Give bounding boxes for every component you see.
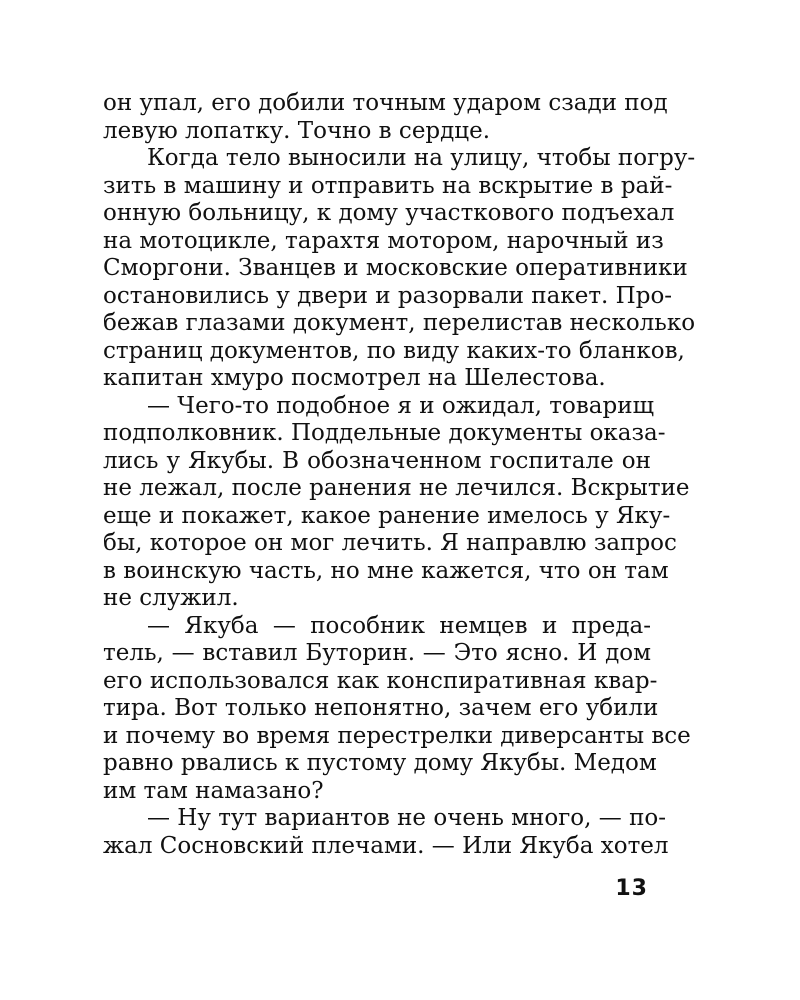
page-number: 13 bbox=[615, 876, 648, 901]
text-line: — Якуба — пособник немцев и преда- bbox=[147, 612, 651, 639]
text-line: тира. Вот только непонятно, зачем его убили bbox=[103, 695, 659, 721]
text-line: зить в машину и отправить на вскрытие в рай- bbox=[103, 172, 673, 199]
text-line: тель, — вставил Буторин. — Это ясно. И дом bbox=[103, 640, 651, 666]
text-line: остановились у двери и разорвали пакет. Про- bbox=[103, 282, 673, 309]
text-line: не лежал, после ранения не лечился. Вскрытие bbox=[103, 475, 690, 501]
text-line: бы, которое он мог лечить. Я направлю запрос bbox=[103, 530, 677, 556]
text-line: онную больницу, к дому участкового подъехал bbox=[103, 200, 675, 226]
text-line: его использовался как конспиративная квар- bbox=[103, 667, 658, 694]
text-line: жал Сосновский плечами. — Или Якуба хотел bbox=[103, 832, 669, 859]
text-line: бежав глазами документ, перелистав несколько bbox=[103, 310, 696, 336]
text-line: в воинскую часть, но мне кажется, что он там bbox=[103, 557, 669, 584]
body-text bbox=[103, 90, 696, 860]
text-line: еще и покажет, какое ранение имелось у Яку- bbox=[103, 502, 671, 529]
text-line: капитан хмуро посмотрел на Шелестова. bbox=[103, 365, 606, 391]
text-line: Сморгони. Званцев и московские оперативники bbox=[103, 255, 688, 281]
text-line: подполковник. Поддельные документы оказа- bbox=[103, 420, 666, 446]
text-line: — Ну тут вариантов не очень много, — по- bbox=[147, 805, 667, 831]
text-line: лись у Якубы. В обозначенном госпитале он bbox=[103, 447, 651, 474]
text-line: и почему во время перестрелки диверсанты все bbox=[103, 722, 691, 749]
text-line: им там намазано? bbox=[103, 777, 324, 804]
text-line: левую лопатку. Точно в сердце. bbox=[103, 117, 491, 144]
text-line: Когда тело выносили на улицу, чтобы погру- bbox=[147, 145, 696, 171]
text-line: равно рвались к пустому дому Якубы. Медом bbox=[103, 750, 657, 776]
text-line: — Чего-то подобное я и ожидал, товарищ bbox=[147, 392, 654, 419]
text-line: он упал, его добили точным ударом сзади под bbox=[103, 90, 668, 116]
text-line: страниц документов, по виду каких-то бланков, bbox=[103, 337, 685, 364]
text-line: на мотоцикле, тарахтя мотором, нарочный из bbox=[103, 227, 664, 254]
text-line: не служил. bbox=[103, 585, 239, 611]
